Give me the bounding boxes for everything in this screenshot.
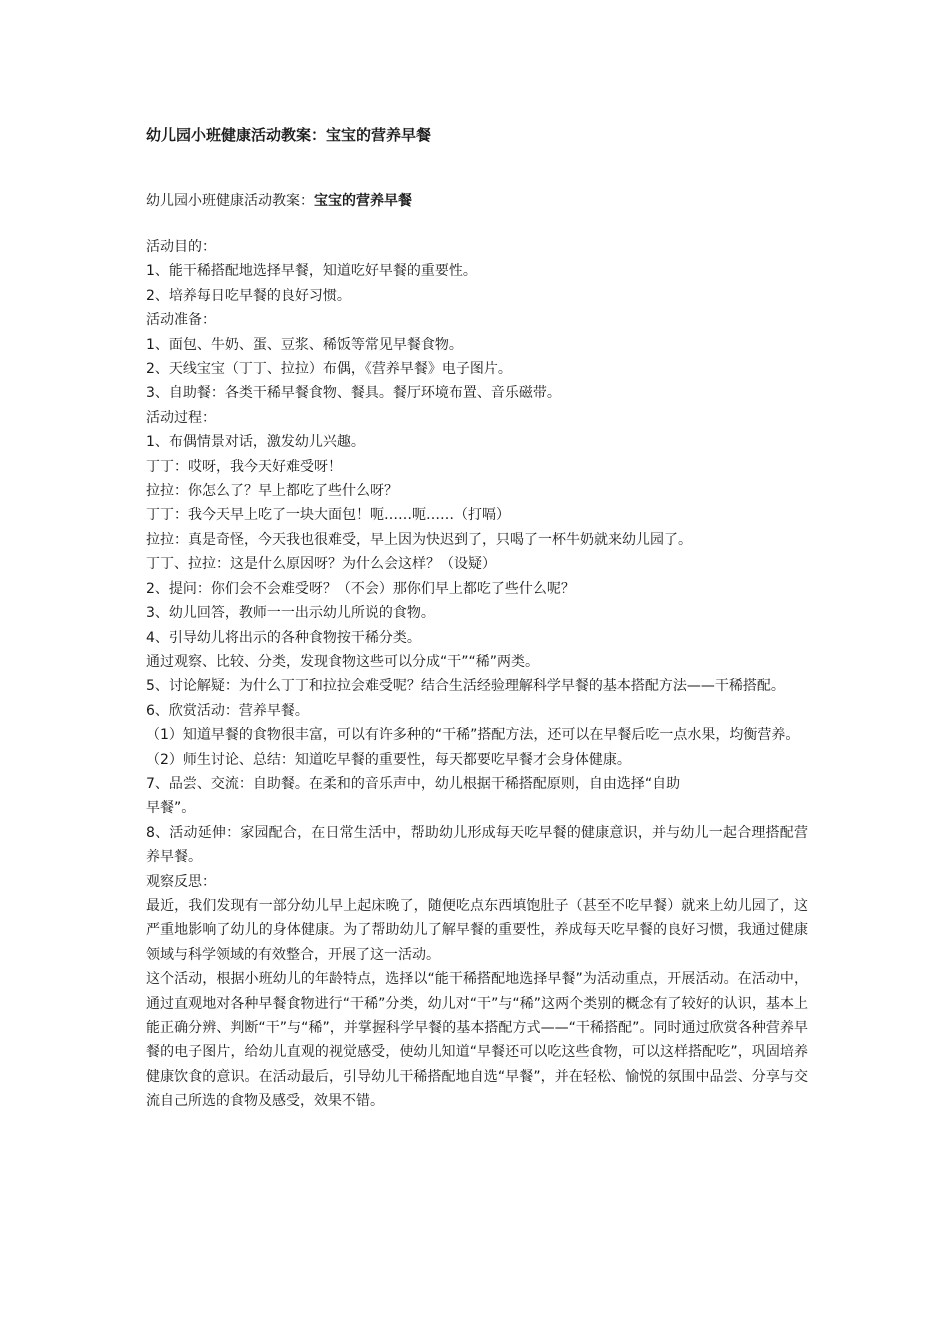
process-step-detail: 通过观察、比较、分类，发现食物这些可以分成“干”“稀”两类。 bbox=[146, 653, 540, 670]
subtitle-prefix: 幼儿园小班健康活动教案： bbox=[146, 193, 314, 209]
goal-item: 1、能干稀搭配地选择早餐，知道吃好早餐的重要性。 bbox=[146, 263, 477, 280]
document-body bbox=[146, 235, 808, 1114]
reflection-heading: 观察反思： bbox=[146, 873, 216, 890]
reflection-paragraph: 最近，我们发现有一部分幼儿早上起床晚了，随便吃点东西填饱肚子（甚至不吃早餐）就来上幼儿园了，这严重地影响了幼儿的身体健康。为了帮助幼儿了解早餐的重要性，养成每天吃早餐的良好习惯，我通过健康领域与科学领域的有效整合，开展了这一活动。 bbox=[146, 897, 808, 963]
subtitle-bold: 宝宝的营养早餐 bbox=[314, 193, 412, 209]
process-heading: 活动过程： bbox=[146, 409, 216, 426]
prep-item: 3、自助餐：各类干稀早餐食物、餐具。餐厅环境布置、音乐磁带。 bbox=[146, 385, 561, 402]
dialog-line: 拉拉：真是奇怪，今天我也很难受，早上因为快迟到了，只喝了一杯牛奶就来幼儿园了。 bbox=[146, 531, 692, 548]
prep-item: 1、面包、牛奶、蛋、豆浆、稀饭等常见早餐食物。 bbox=[146, 336, 463, 353]
dialog-line: 丁丁：哎呀，我今天好难受呀！ bbox=[146, 458, 342, 475]
goals-heading: 活动目的： bbox=[146, 239, 216, 255]
process-step: 4、引导幼儿将出示的各种食物按干稀分类。 bbox=[146, 629, 421, 646]
document-title: 幼儿园小班健康活动教案：宝宝的营养早餐 bbox=[146, 126, 432, 144]
goal-item: 2、培养每日吃早餐的良好习惯。 bbox=[146, 287, 351, 304]
process-substep: （1）知道早餐的食物很丰富，可以有许多种的“干稀”搭配方法，还可以在早餐后吃一点水果，均衡营养。 bbox=[146, 727, 800, 744]
process-step: 5、讨论解疑：为什么丁丁和拉拉会难受呢？结合生活经验理解科学早餐的基本搭配方法——干稀搭配。 bbox=[146, 678, 785, 695]
prep-heading: 活动准备： bbox=[146, 312, 216, 329]
dialog-line: 拉拉：你怎么了？早上都吃了些什么呀？ bbox=[146, 483, 398, 500]
prep-item: 2、天线宝宝（丁丁、拉拉）布偶，《营养早餐》电子图片。 bbox=[146, 361, 512, 378]
process-substep: （2）师生讨论、总结：知道吃早餐的重要性，每天都要吃早餐才会身体健康。 bbox=[146, 751, 631, 768]
process-step: 8、活动延伸：家园配合，在日常生活中，帮助幼儿形成每天吃早餐的健康意识，并与幼儿一起合理搭配营养早餐。 bbox=[146, 824, 808, 866]
process-step: 6、欣赏活动：营养早餐。 bbox=[146, 702, 309, 719]
process-step: 7、品尝、交流：自助餐。在柔和的音乐声中，幼儿根据干稀搭配原则，自由选择“自助 bbox=[146, 775, 681, 792]
process-step: 2、提问：你们会不会难受呀？（不会）那你们早上都吃了些什么呢？ bbox=[146, 580, 575, 597]
reflection-paragraph: 这个活动，根据小班幼儿的年龄特点，选择以“能干稀搭配地选择早餐”为活动重点，开展活动。在活动中，通过直观地对各种早餐食物进行“干稀”分类，幼儿对“干”与“稀”这两个类别的概念有了较好的认识，基本上能正确分辨、判断“干”与“稀”，并掌握科学早餐的基本搭配方式——“干稀搭配”。同时通过欣赏各种营养早餐的电子图片，给幼儿直观的视觉感受，使幼儿知道“早餐还可以吃这些食物，可以这样搭配吃”，巩固培养健康饮食的意识。在活动最后，引导幼儿干稀搭配地自选“早餐”，并在轻松、愉悦的氛围中品尝、分享与交流自己所选的食物及感受，效果不错。 bbox=[146, 971, 808, 1110]
process-step: 1、布偶情景对话，激发幼儿兴趣。 bbox=[146, 434, 365, 451]
process-step: 3、幼儿回答，教师一一出示幼儿所说的食物。 bbox=[146, 605, 435, 622]
dialog-line: 丁丁、拉拉：这是什么原因呀？为什么会这样？（设疑） bbox=[146, 556, 496, 573]
dialog-line: 丁丁：我今天早上吃了一块大面包！呃……呃……（打嗝） bbox=[146, 507, 510, 524]
process-step-continuation: 早餐”。 bbox=[146, 800, 196, 817]
document-subtitle bbox=[146, 190, 412, 212]
